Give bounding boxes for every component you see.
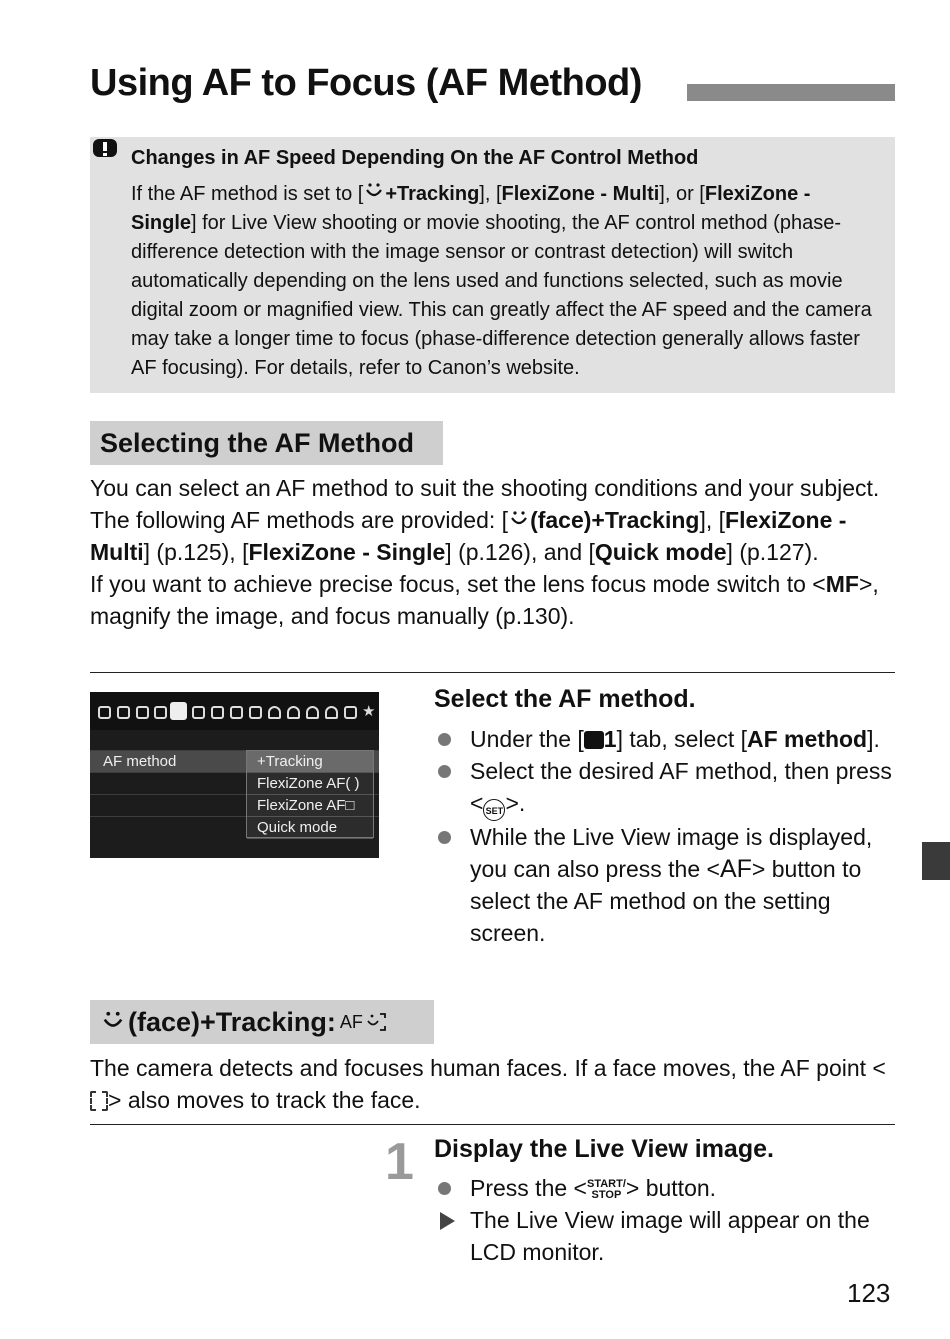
camera-menu-screenshot bbox=[90, 692, 379, 858]
face-bracket-icon bbox=[365, 1011, 387, 1033]
custom-tab-icon bbox=[344, 706, 357, 719]
playback-tab-icon bbox=[249, 706, 262, 719]
shooting-tab-icon bbox=[136, 706, 149, 719]
section1-body: You can select an AF method to suit the shooting conditions and your subject. The following AF methods are provided: [ (face)+Tracking], [FlexiZone - Multi] (p.125), [FlexiZone - Single] (p.126), and [Quick mode] (p.127). If you want to achieve precise focus, set the lens focus mode switch to <MF>, magnify the image, and focus manually (p.130). bbox=[90, 475, 880, 629]
bullet-dot-icon bbox=[438, 733, 451, 746]
bullet-dot-icon bbox=[438, 831, 451, 844]
list-item: Press the <START/ STOP > button. bbox=[434, 1172, 896, 1204]
option-face-tracking: +Tracking bbox=[247, 751, 373, 773]
list-item: The Live View image will appear on the LCD monitor. bbox=[434, 1204, 896, 1268]
section-heading-selecting: Selecting the AF Method bbox=[90, 421, 443, 465]
caution-box bbox=[90, 137, 895, 393]
option-quick-mode: Quick mode bbox=[247, 817, 373, 839]
af-face-code: AF bbox=[339, 1012, 363, 1032]
wrench-tab-icon bbox=[268, 706, 281, 719]
divider bbox=[90, 672, 895, 673]
af-point-icon bbox=[90, 1091, 108, 1111]
af-method-row: AF method bbox=[90, 750, 379, 772]
af-method-options bbox=[246, 750, 374, 838]
caution-heading: Changes in AF Speed Depending On the AF Control Method bbox=[131, 147, 699, 169]
shooting-tab-icon bbox=[154, 706, 167, 719]
section-heading-face-tracking: (face)+Tracking: AF bbox=[90, 1000, 434, 1044]
list-item: Select the desired AF method, then press < SET>. bbox=[434, 755, 896, 821]
option-flexizone-multi: FlexiZone AF( ) bbox=[247, 773, 373, 795]
face-icon bbox=[508, 509, 530, 531]
chapter-tab-marker bbox=[922, 842, 950, 880]
face-icon bbox=[100, 1009, 126, 1035]
step-select-title: Select the AF method. bbox=[434, 685, 696, 713]
bullet-dot-icon bbox=[438, 765, 451, 778]
page-title: Using AF to Focus (AF Method) bbox=[90, 62, 642, 104]
list-item: Under the [ 1] tab, select [AF method]. bbox=[434, 723, 896, 755]
live-view-shooting-tab-icon bbox=[584, 731, 604, 749]
playback-tab-icon bbox=[211, 706, 224, 719]
section2-body: The camera detects and focuses human faces. If a face moves, the AF point <> also moves to track the face. bbox=[90, 1055, 886, 1113]
shooting-tab-icon bbox=[117, 706, 130, 719]
result-arrow-icon bbox=[440, 1212, 455, 1230]
set-button-icon: SET bbox=[483, 799, 505, 821]
wrench-tab-icon bbox=[306, 706, 319, 719]
bullet-dot-icon bbox=[438, 1182, 451, 1195]
caution-body: If the AF method is set to [ +Tracking], [FlexiZone - Multi], or [FlexiZone - Single] for Live View shooting or movie shooting, the AF control method (phase-difference detection with the image sensor or contrast detection) will switch automatically depending on the lens used and functions selected, such as movie digital zoom or magnified view. This can greatly affect the AF speed and the camera may take a longer time to focus (phase-difference detection generally allows faster AF focusing). For details, refer to Canon’s website. bbox=[131, 183, 872, 379]
wrench-tab-icon bbox=[325, 706, 338, 719]
page-number: 123 bbox=[847, 1278, 891, 1308]
my-menu-star-icon: ★ bbox=[362, 703, 376, 720]
title-bar-decoration bbox=[687, 84, 895, 101]
menu-tab-bar bbox=[90, 692, 379, 730]
wrench-tab-icon bbox=[287, 706, 300, 719]
option-flexizone-single: FlexiZone AF□ bbox=[247, 795, 373, 817]
shooting-tab-icon bbox=[98, 706, 111, 719]
face-icon bbox=[363, 181, 385, 203]
caution-icon bbox=[91, 137, 119, 165]
step-number: 1 bbox=[385, 1133, 414, 1191]
step1-bullets bbox=[434, 1172, 896, 1268]
shooting-tab-icon bbox=[192, 706, 205, 719]
list-item: While the Live View image is displayed, you can also press the <AF> button to select the AF method on the setting screen. bbox=[434, 821, 896, 949]
divider bbox=[90, 1124, 895, 1125]
start-stop-button-icon: START/ STOP bbox=[586, 1178, 626, 1201]
playback-tab-icon bbox=[230, 706, 243, 719]
step-select-bullets bbox=[434, 723, 896, 949]
step1-title: Display the Live View image. bbox=[434, 1135, 774, 1163]
live-view-tab-icon bbox=[170, 702, 187, 720]
af-button-label: AF bbox=[719, 855, 752, 883]
